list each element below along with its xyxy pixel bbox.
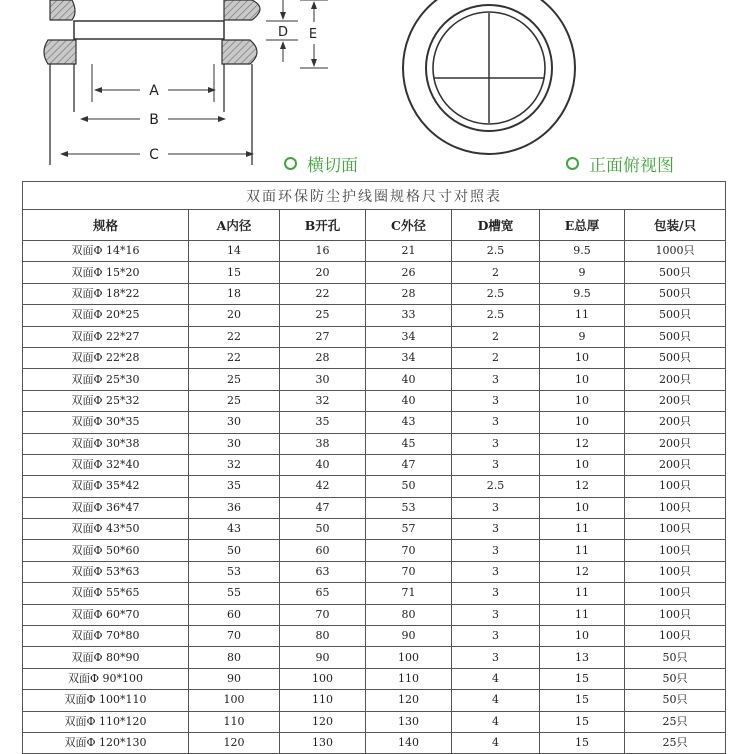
cell-groove-d: 3 <box>452 604 540 625</box>
cell-outer-dia-c: 57 <box>366 519 452 540</box>
table-row <box>23 561 726 582</box>
cell-outer-dia-c: 34 <box>366 347 452 368</box>
cell-outer-dia-c: 120 <box>366 690 452 711</box>
cell-thickness-e: 9.5 <box>540 241 625 262</box>
cell-hole-b: 38 <box>280 433 366 454</box>
cell-outer-dia-c: 34 <box>366 326 452 347</box>
cell-spec: 双面Φ 25*32 <box>23 390 189 411</box>
cell-inner-dia-a: 25 <box>189 369 280 390</box>
cell-groove-d: 3 <box>452 626 540 647</box>
dim-label-c: C <box>149 147 159 163</box>
header-hole-b: B开孔 <box>280 210 366 241</box>
cell-thickness-e: 9.5 <box>540 283 625 304</box>
table-row <box>23 347 726 368</box>
cell-groove-d: 3 <box>452 519 540 540</box>
cell-spec: 双面Φ 30*35 <box>23 412 189 433</box>
cell-spec: 双面Φ 35*42 <box>23 476 189 497</box>
cell-groove-d: 3 <box>452 561 540 582</box>
cell-thickness-e: 12 <box>540 561 625 582</box>
cell-inner-dia-a: 43 <box>189 519 280 540</box>
cell-spec: 双面Φ 22*27 <box>23 326 189 347</box>
table-row <box>23 476 726 497</box>
cell-thickness-e: 11 <box>540 540 625 561</box>
dim-label-d: D <box>277 25 289 40</box>
cell-thickness-e: 11 <box>540 519 625 540</box>
table-row <box>23 604 726 625</box>
cell-hole-b: 28 <box>280 347 366 368</box>
cell-spec: 双面Φ 120*130 <box>23 732 189 753</box>
cell-hole-b: 25 <box>280 305 366 326</box>
grommet-web <box>74 21 224 39</box>
cell-inner-dia-a: 30 <box>189 433 280 454</box>
cell-package-qty: 100只 <box>625 626 726 647</box>
cell-spec: 双面Φ 43*50 <box>23 519 189 540</box>
cell-outer-dia-c: 71 <box>366 583 452 604</box>
table-row <box>23 668 726 689</box>
cell-outer-dia-c: 33 <box>366 305 452 326</box>
cell-spec: 双面Φ 53*63 <box>23 561 189 582</box>
cell-groove-d: 2.5 <box>452 476 540 497</box>
cell-hole-b: 120 <box>280 711 366 732</box>
cell-hole-b: 65 <box>280 583 366 604</box>
cell-thickness-e: 15 <box>540 732 625 753</box>
cell-package-qty: 500只 <box>625 326 726 347</box>
table-row <box>23 626 726 647</box>
cell-inner-dia-a: 90 <box>189 668 280 689</box>
cell-outer-dia-c: 70 <box>366 540 452 561</box>
dim-label-e: E <box>308 27 318 42</box>
cell-inner-dia-a: 120 <box>189 732 280 753</box>
cell-groove-d: 3 <box>452 412 540 433</box>
cell-outer-dia-c: 50 <box>366 476 452 497</box>
cell-hole-b: 42 <box>280 476 366 497</box>
caption-front-view-label: 正面俯视图 <box>589 155 674 176</box>
cell-package-qty: 100只 <box>625 561 726 582</box>
cell-spec: 双面Φ 100*110 <box>23 690 189 711</box>
cell-thickness-e: 15 <box>540 711 625 732</box>
cell-spec: 双面Φ 60*70 <box>23 604 189 625</box>
header-inner-dia-a: A内径 <box>189 210 280 241</box>
cell-package-qty: 25只 <box>625 711 726 732</box>
front-view-drawing <box>403 0 575 154</box>
table-row <box>23 305 726 326</box>
cell-package-qty: 100只 <box>625 540 726 561</box>
cell-outer-dia-c: 40 <box>366 369 452 390</box>
cell-outer-dia-c: 100 <box>366 647 452 668</box>
table-row <box>23 390 726 411</box>
cell-outer-dia-c: 110 <box>366 668 452 689</box>
table-row <box>23 369 726 390</box>
cell-groove-d: 2 <box>452 347 540 368</box>
cross-section-drawing <box>44 0 328 165</box>
header-thickness-e: E总厚 <box>540 210 625 241</box>
cell-inner-dia-a: 70 <box>189 626 280 647</box>
cell-inner-dia-a: 25 <box>189 390 280 411</box>
cell-thickness-e: 11 <box>540 583 625 604</box>
cell-package-qty: 100只 <box>625 497 726 518</box>
cell-outer-dia-c: 70 <box>366 561 452 582</box>
cell-thickness-e: 9 <box>540 262 625 283</box>
table-row <box>23 241 726 262</box>
cell-thickness-e: 13 <box>540 647 625 668</box>
grommet-lower-flange-left <box>44 40 76 64</box>
cell-inner-dia-a: 18 <box>189 283 280 304</box>
cell-hole-b: 30 <box>280 369 366 390</box>
header-spec: 规格 <box>23 210 189 241</box>
cell-hole-b: 32 <box>280 390 366 411</box>
cell-spec: 双面Φ 50*60 <box>23 540 189 561</box>
cell-spec: 双面Φ 18*22 <box>23 283 189 304</box>
cell-inner-dia-a: 20 <box>189 305 280 326</box>
table-row <box>23 262 726 283</box>
cell-inner-dia-a: 32 <box>189 454 280 475</box>
cell-groove-d: 3 <box>452 540 540 561</box>
cell-thickness-e: 9 <box>540 326 625 347</box>
cell-inner-dia-a: 60 <box>189 604 280 625</box>
cell-hole-b: 16 <box>280 241 366 262</box>
cell-package-qty: 200只 <box>625 390 726 411</box>
cell-outer-dia-c: 47 <box>366 454 452 475</box>
cell-groove-d: 4 <box>452 732 540 753</box>
cell-outer-dia-c: 53 <box>366 497 452 518</box>
cell-package-qty: 200只 <box>625 412 726 433</box>
cell-thickness-e: 15 <box>540 668 625 689</box>
cell-outer-dia-c: 40 <box>366 390 452 411</box>
cell-groove-d: 2 <box>452 262 540 283</box>
cell-spec: 双面Φ 30*38 <box>23 433 189 454</box>
cell-inner-dia-a: 110 <box>189 711 280 732</box>
table-row <box>23 540 726 561</box>
cell-outer-dia-c: 26 <box>366 262 452 283</box>
cell-hole-b: 110 <box>280 690 366 711</box>
cell-thickness-e: 11 <box>540 305 625 326</box>
cell-groove-d: 3 <box>452 583 540 604</box>
cell-hole-b: 22 <box>280 283 366 304</box>
cell-outer-dia-c: 45 <box>366 433 452 454</box>
header-groove-d: D槽宽 <box>452 210 540 241</box>
cell-inner-dia-a: 55 <box>189 583 280 604</box>
grommet-upper-flange <box>50 0 75 20</box>
table-row <box>23 326 726 347</box>
table-row <box>23 412 726 433</box>
cell-outer-dia-c: 130 <box>366 711 452 732</box>
cell-hole-b: 40 <box>280 454 366 475</box>
cell-spec: 双面Φ 80*90 <box>23 647 189 668</box>
cell-hole-b: 80 <box>280 626 366 647</box>
cell-hole-b: 70 <box>280 604 366 625</box>
table-row <box>23 583 726 604</box>
cell-groove-d: 3 <box>452 454 540 475</box>
cell-spec: 双面Φ 55*65 <box>23 583 189 604</box>
cell-package-qty: 500只 <box>625 305 726 326</box>
cell-package-qty: 200只 <box>625 433 726 454</box>
cell-spec: 双面Φ 32*40 <box>23 454 189 475</box>
cell-groove-d: 2.5 <box>452 283 540 304</box>
cell-thickness-e: 12 <box>540 476 625 497</box>
cell-hole-b: 63 <box>280 561 366 582</box>
cell-hole-b: 100 <box>280 668 366 689</box>
cell-package-qty: 200只 <box>625 369 726 390</box>
grommet-lower-flange-right <box>222 40 257 64</box>
cell-package-qty: 500只 <box>625 262 726 283</box>
cell-hole-b: 60 <box>280 540 366 561</box>
cell-groove-d: 3 <box>452 369 540 390</box>
cell-outer-dia-c: 43 <box>366 412 452 433</box>
cell-thickness-e: 10 <box>540 454 625 475</box>
dim-label-b: B <box>149 112 159 128</box>
cell-inner-dia-a: 30 <box>189 412 280 433</box>
cell-thickness-e: 10 <box>540 369 625 390</box>
cell-inner-dia-a: 22 <box>189 347 280 368</box>
header-package-qty: 包装/只 <box>625 210 726 241</box>
spec-table <box>22 181 726 754</box>
cell-spec: 双面Φ 20*25 <box>23 305 189 326</box>
table-body <box>23 241 726 754</box>
cell-spec: 双面Φ 15*20 <box>23 262 189 283</box>
table-row <box>23 497 726 518</box>
caption-cross-section-label: 横切面 <box>307 155 358 176</box>
cell-package-qty: 25只 <box>625 732 726 753</box>
cell-hole-b: 20 <box>280 262 366 283</box>
table-row <box>23 283 726 304</box>
cell-hole-b: 27 <box>280 326 366 347</box>
cell-groove-d: 4 <box>452 668 540 689</box>
cell-thickness-e: 10 <box>540 497 625 518</box>
table-header-row <box>23 210 726 241</box>
table-row <box>23 690 726 711</box>
cell-hole-b: 50 <box>280 519 366 540</box>
table-row <box>23 711 726 732</box>
header-outer-dia-c: C外径 <box>366 210 452 241</box>
cell-inner-dia-a: 36 <box>189 497 280 518</box>
cell-hole-b: 130 <box>280 732 366 753</box>
cell-groove-d: 3 <box>452 647 540 668</box>
cell-thickness-e: 10 <box>540 626 625 647</box>
cell-spec: 双面Φ 110*120 <box>23 711 189 732</box>
table-title: 双面环保防尘护线圈规格尺寸对照表 <box>23 182 726 210</box>
cell-thickness-e: 15 <box>540 690 625 711</box>
cell-hole-b: 47 <box>280 497 366 518</box>
cell-package-qty: 100只 <box>625 604 726 625</box>
cell-package-qty: 100只 <box>625 476 726 497</box>
table-row <box>23 519 726 540</box>
cell-hole-b: 90 <box>280 647 366 668</box>
cell-outer-dia-c: 28 <box>366 283 452 304</box>
dim-label-a: A <box>149 83 159 99</box>
cell-spec: 双面Φ 90*100 <box>23 668 189 689</box>
cell-thickness-e: 10 <box>540 390 625 411</box>
table-row <box>23 433 726 454</box>
table-row <box>23 732 726 753</box>
cell-inner-dia-a: 80 <box>189 647 280 668</box>
cell-spec: 双面Φ 70*80 <box>23 626 189 647</box>
circle-bullet-icon <box>284 157 297 170</box>
cell-package-qty: 100只 <box>625 519 726 540</box>
cell-inner-dia-a: 22 <box>189 326 280 347</box>
cell-thickness-e: 11 <box>540 604 625 625</box>
cell-package-qty: 500只 <box>625 283 726 304</box>
cell-spec: 双面Φ 14*16 <box>23 241 189 262</box>
cell-outer-dia-c: 90 <box>366 626 452 647</box>
cell-groove-d: 3 <box>452 390 540 411</box>
cell-outer-dia-c: 80 <box>366 604 452 625</box>
caption-front-view <box>566 151 674 175</box>
cell-spec: 双面Φ 22*28 <box>23 347 189 368</box>
cell-outer-dia-c: 140 <box>366 732 452 753</box>
cell-groove-d: 3 <box>452 433 540 454</box>
cell-package-qty: 500只 <box>625 347 726 368</box>
cell-package-qty: 200只 <box>625 454 726 475</box>
cell-package-qty: 50只 <box>625 690 726 711</box>
table-row <box>23 647 726 668</box>
cell-outer-dia-c: 21 <box>366 241 452 262</box>
cell-thickness-e: 10 <box>540 347 625 368</box>
cell-package-qty: 100只 <box>625 583 726 604</box>
cell-thickness-e: 10 <box>540 412 625 433</box>
cell-package-qty: 50只 <box>625 647 726 668</box>
cell-inner-dia-a: 35 <box>189 476 280 497</box>
cell-inner-dia-a: 100 <box>189 690 280 711</box>
cell-package-qty: 50只 <box>625 668 726 689</box>
cell-groove-d: 2 <box>452 326 540 347</box>
cell-inner-dia-a: 15 <box>189 262 280 283</box>
cell-inner-dia-a: 53 <box>189 561 280 582</box>
cell-spec: 双面Φ 25*30 <box>23 369 189 390</box>
cell-groove-d: 2.5 <box>452 241 540 262</box>
cell-hole-b: 35 <box>280 412 366 433</box>
grommet-upper-flange-right <box>224 0 260 20</box>
cell-inner-dia-a: 14 <box>189 241 280 262</box>
cell-groove-d: 3 <box>452 497 540 518</box>
caption-cross-section <box>284 151 358 175</box>
cell-package-qty: 1000只 <box>625 241 726 262</box>
cell-groove-d: 4 <box>452 711 540 732</box>
cell-groove-d: 2.5 <box>452 305 540 326</box>
cell-inner-dia-a: 50 <box>189 540 280 561</box>
table-row <box>23 454 726 475</box>
cell-spec: 双面Φ 36*47 <box>23 497 189 518</box>
cell-groove-d: 4 <box>452 690 540 711</box>
circle-bullet-icon <box>566 157 579 170</box>
cell-thickness-e: 12 <box>540 433 625 454</box>
